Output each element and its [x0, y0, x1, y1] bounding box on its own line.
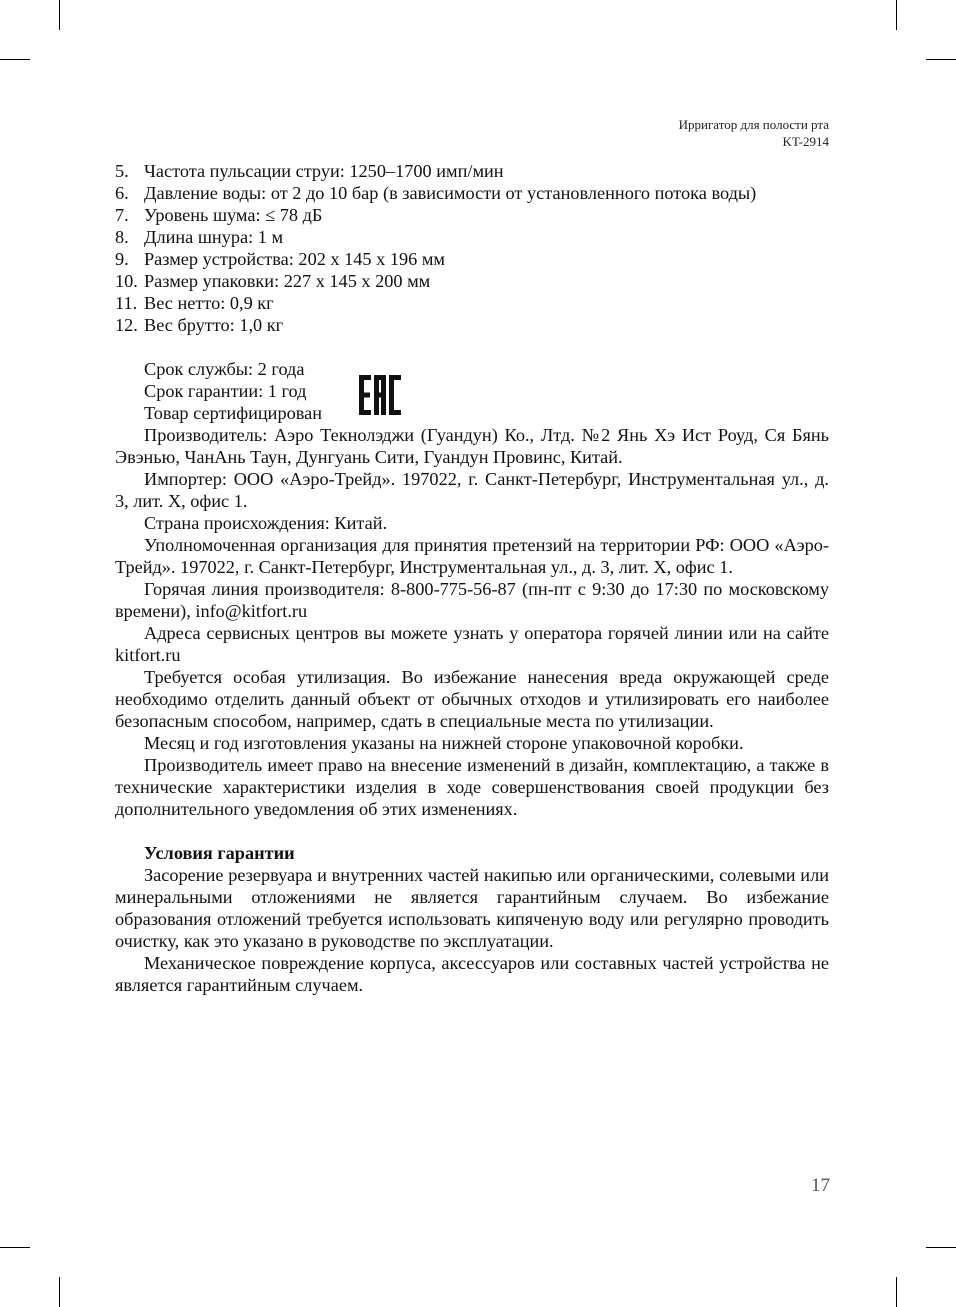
crop-mark — [0, 1247, 30, 1248]
certification-block — [115, 358, 829, 424]
spec-item — [115, 160, 829, 182]
spec-number: 11. — [115, 293, 138, 313]
spec-item — [115, 226, 829, 248]
spec-text: Давление воды: от 2 до 10 бар (в зависимости от установленного потока воды) — [144, 183, 757, 203]
warranty-period: Срок гарантии: 1 год — [144, 381, 307, 401]
spec-item — [115, 292, 829, 314]
hotline-paragraph: Горячая линия производителя: 8-800-775-56-87 (пн-пт с 9:30 до 17:30 по московскому времени), info@kitfort.ru — [115, 579, 829, 621]
service-life: Срок службы: 2 года — [144, 359, 305, 379]
spec-list — [115, 160, 829, 336]
crop-mark — [896, 0, 897, 30]
spec-item — [115, 270, 829, 292]
crop-mark — [59, 1277, 60, 1307]
warranty-paragraph: Засорение резервуара и внутренних частей накипью или органическими, солевыми или минеральными отложениями не является гарантийным случаем. Во избежание образования отложений требуется использовать кипяченую воду или регулярно проводить очистку, как это указано в руководстве по эксплуатации. — [115, 865, 829, 951]
spec-number: 10. — [115, 271, 138, 291]
spec-number: 12. — [115, 315, 138, 335]
spec-text: Размер упаковки: 227 x 145 x 200 мм — [144, 271, 431, 291]
certified-statement: Товар сертифицирован — [144, 403, 323, 423]
spec-text: Вес нетто: 0,9 кг — [144, 293, 274, 313]
service-centers-paragraph: Адреса сервисных центров вы можете узнать у оператора горячей линии или на сайте kitfort.ru — [115, 623, 829, 665]
spec-number: 9. — [115, 249, 129, 269]
spec-text: Частота пульсации струи: 1250–1700 имп/мин — [144, 161, 504, 181]
manufacturer-paragraph: Производитель: Аэро Текнолэджи (Гуандун) Ко., Лтд. №2 Янь Хэ Ист Роуд, Ся Бянь Эвэнью, ЧанАнь Таун, Дунгуань Сити, Гуандун Провинс, Китай. — [115, 425, 829, 467]
spacer — [115, 336, 829, 358]
crop-mark — [926, 59, 956, 60]
crop-mark — [896, 1277, 897, 1307]
disposal-paragraph: Требуется особая утилизация. Во избежание нанесения вреда окружающей среде необходимо отделить данный объект от обычных отходов и утилизировать его наиболее безопасным способом, например, сдать в специальные места по утилизации. — [115, 667, 829, 731]
importer-paragraph: Импортер: ООО «Аэро-Трейд». 197022, г. Санкт-Петербург, Инструментальная ул., д. 3, лит. Х, офис 1. — [115, 469, 829, 511]
spec-text: Уровень шума: ≤ 78 дБ — [144, 205, 323, 225]
page-content — [115, 160, 829, 996]
spec-item — [115, 314, 829, 336]
spec-item — [115, 204, 829, 226]
crop-mark — [0, 59, 30, 60]
spacer — [115, 820, 829, 842]
running-header — [679, 116, 829, 150]
spec-number: 5. — [115, 161, 129, 181]
spec-item — [115, 248, 829, 270]
eac-logo-icon — [359, 375, 401, 415]
claims-paragraph: Уполномоченная организация для принятия претензий на территории РФ: ООО «Аэро-Трейд». 197022, г. Санкт-Петербург, Инструментальная ул., д. 3, лит. Х, офис 1. — [115, 535, 829, 577]
spec-text: Размер устройства: 202 x 145 x 196 мм — [144, 249, 445, 269]
spec-number: 7. — [115, 205, 129, 225]
changes-paragraph: Производитель имеет право на внесение изменений в дизайн, комплектацию, а также в технические характеристики изделия в ходе совершенствования своей продукции без дополнительного уведомления об этих изменениях. — [115, 755, 829, 819]
crop-mark — [926, 1247, 956, 1248]
crop-mark — [59, 0, 60, 30]
spec-item — [115, 182, 829, 204]
country-paragraph: Страна происхождения: Китай. — [144, 513, 388, 533]
page-number: 17 — [811, 1175, 830, 1196]
spec-text: Вес брутто: 1,0 кг — [144, 315, 284, 335]
header-model: KT-2914 — [782, 134, 829, 149]
manufacture-date-paragraph: Месяц и год изготовления указаны на нижней стороне упаковочной коробки. — [144, 733, 744, 753]
spec-number: 6. — [115, 183, 129, 203]
header-product-name: Ирригатор для полости рта — [678, 117, 829, 132]
warranty-title: Условия гарантии — [144, 843, 295, 863]
spec-text: Длина шнура: 1 м — [144, 227, 284, 247]
warranty-paragraph: Механическое повреждение корпуса, аксессуаров или составных частей устройства не является гарантийным случаем. — [115, 953, 829, 995]
spec-number: 8. — [115, 227, 129, 247]
